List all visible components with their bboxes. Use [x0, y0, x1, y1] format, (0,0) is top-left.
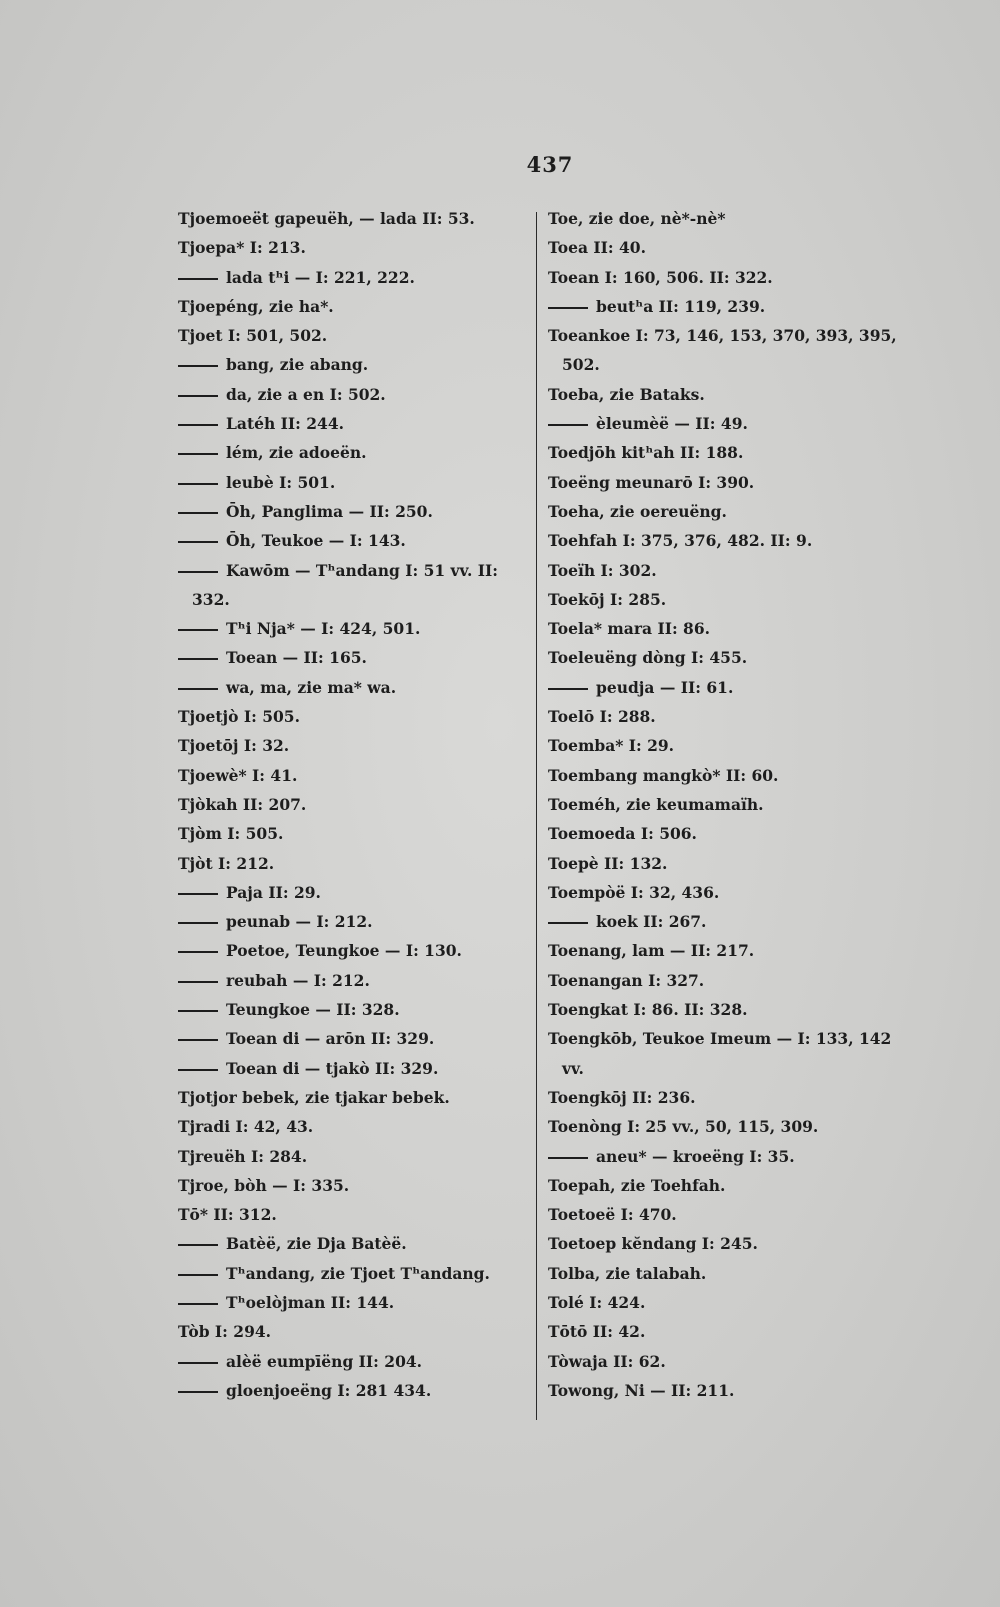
index-subentry: peunab — I: 212. [178, 907, 528, 936]
index-entry: Toeha, zie oereuëng. [548, 501, 727, 521]
index-subentry: Tʰandang, zie Tjoet Tʰandang. [178, 1259, 528, 1288]
index-entry: Tolba, zie talabah. [548, 1263, 707, 1283]
index-entry: Tō* II: 312. [178, 1205, 277, 1225]
index-entry-continuation: vv. [562, 1058, 584, 1078]
index-subentry: wa, ma, zie ma* wa. [178, 673, 528, 702]
index-subentry: Kawōm — Tʰandang I: 51 vv. II: [178, 556, 528, 585]
index-entry: Toepah, zie Toehfah. [548, 1175, 726, 1195]
page-number: 437 [526, 152, 574, 177]
index-entry: Toeëng meunarō I: 390. [548, 472, 755, 492]
index-subentry: Toean di — arōn II: 329. [178, 1024, 528, 1053]
index-subentry: Ōh, Teukoe — I: 143. [178, 526, 528, 555]
index-entry: Toeméh, zie keumamaïh. [548, 794, 764, 814]
index-subentry: lém, zie adoeën. [178, 438, 528, 467]
index-subentry: Batèë, zie Dja Batèë. [178, 1229, 528, 1258]
index-entry: Toela* mara II: 86. [548, 619, 711, 639]
index-entry: Toetoep kĕndang I: 245. [548, 1234, 758, 1254]
index-entry: Tjoepa* I: 213. [178, 238, 306, 258]
index-entry: Toean I: 160, 506. II: 322. [548, 267, 773, 287]
index-entry-continuation: 332. [192, 589, 230, 609]
column-divider [536, 212, 537, 1420]
index-entry: Tjotjor bebek, zie tjakar bebek. [178, 1087, 450, 1107]
index-entry: Toe, zie doe, nè*-nè* [548, 209, 726, 228]
index-entry: Toempòë I: 32, 436. [548, 882, 720, 902]
index-subentry: bang, zie abang. [178, 350, 528, 379]
index-entry: Toemoeda I: 506. [548, 824, 697, 844]
index-entry: Toedjōh kitʰah II: 188. [548, 443, 744, 463]
index-entry: Toeïh I: 302. [548, 560, 657, 580]
index-column-right [548, 204, 928, 1405]
index-entry: Tjoetjò I: 505. [178, 707, 300, 727]
index-subentry: alèë eumpīëng II: 204. [178, 1347, 528, 1376]
index-subentry: Tʰoelòjman II: 144. [178, 1288, 528, 1317]
index-subentry: èleumèë — II: 49. [548, 409, 928, 438]
index-subentry: Poetoe, Teungkoe — I: 130. [178, 936, 528, 965]
index-entry: Toemba* I: 29. [548, 736, 675, 756]
index-entry: Toehfah I: 375, 376, 482. II: 9. [548, 531, 813, 551]
index-subentry: Teungkoe — II: 328. [178, 995, 528, 1024]
index-entry: Toetoeë I: 470. [548, 1205, 677, 1225]
index-entry: Toenang, lam — II: 217. [548, 941, 755, 961]
index-column-left [178, 204, 528, 1405]
index-subentry: Toean — II: 165. [178, 643, 528, 672]
index-subentry: Tʰi Nja* — I: 424, 501. [178, 614, 528, 643]
index-entry: Toenòng I: 25 vv., 50, 115, 309. [548, 1117, 819, 1137]
index-entry: Tjoet I: 501, 502. [178, 326, 328, 346]
index-entry: Tōtō II: 42. [548, 1322, 646, 1342]
index-entry: Toengkōj II: 236. [548, 1087, 696, 1107]
index-entry: Toenangan I: 327. [548, 970, 705, 990]
index-entry: Tjòt I: 212. [178, 853, 275, 873]
index-entry: Tjòkah II: 207. [178, 794, 307, 814]
index-entry: Tjoewè* I: 41. [178, 765, 298, 785]
index-entry: Toengkōb, Teukoe Imeum — I: 133, 142 [548, 1029, 892, 1049]
index-subentry: beutʰa II: 119, 239. [548, 292, 928, 321]
index-subentry: Toean di — tjakò II: 329. [178, 1054, 528, 1083]
index-entry: Tjoetōj I: 32. [178, 736, 290, 756]
index-entry: Tjreuëh I: 284. [178, 1146, 308, 1166]
index-subentry: lada tʰi — I: 221, 222. [178, 263, 528, 292]
index-entry: Toelō I: 288. [548, 707, 656, 727]
index-entry: Tjradi I: 42, 43. [178, 1117, 314, 1137]
index-entry: Toea II: 40. [548, 238, 646, 258]
index-entry: Toekōj I: 285. [548, 589, 667, 609]
index-subentry: leubè I: 501. [178, 468, 528, 497]
index-entry: Tjoemoeët gapeuëh, — lada II: 53. [178, 209, 475, 228]
index-entry: Tolé I: 424. [548, 1292, 646, 1312]
index-entry: Toeba, zie Bataks. [548, 384, 705, 404]
index-subentry: peudja — II: 61. [548, 673, 928, 702]
index-entry: Toengkat I: 86. II: 328. [548, 1000, 748, 1020]
index-entry: Tjoepéng, zie ha*. [178, 296, 334, 316]
index-entry: Towong, Ni — II: 211. [548, 1380, 735, 1400]
index-subentry: koek II: 267. [548, 907, 928, 936]
index-subentry: Paja II: 29. [178, 878, 528, 907]
index-subentry: Ōh, Panglima — II: 250. [178, 497, 528, 526]
index-entry: Toembang mangkò* II: 60. [548, 765, 779, 785]
index-entry: Tòwaja II: 62. [548, 1351, 666, 1371]
index-subentry: Latéh II: 244. [178, 409, 528, 438]
index-subentry: gloenjoeëng I: 281 434. [178, 1376, 528, 1405]
index-subentry: da, zie a en I: 502. [178, 380, 528, 409]
index-entry: Toeankoe I: 73, 146, 153, 370, 393, 395, [548, 326, 897, 346]
index-subentry: aneu* — kroeëng I: 35. [548, 1142, 928, 1171]
index-subentry: reubah — I: 212. [178, 966, 528, 995]
index-entry: Toepè II: 132. [548, 853, 668, 873]
index-entry: Tjroe, bòh — I: 335. [178, 1175, 350, 1195]
index-entry-continuation: 502. [562, 355, 600, 375]
index-entry: Tòb I: 294. [178, 1322, 272, 1342]
index-entry: Toeleuëng dòng I: 455. [548, 648, 748, 668]
index-entry: Tjòm I: 505. [178, 824, 284, 844]
